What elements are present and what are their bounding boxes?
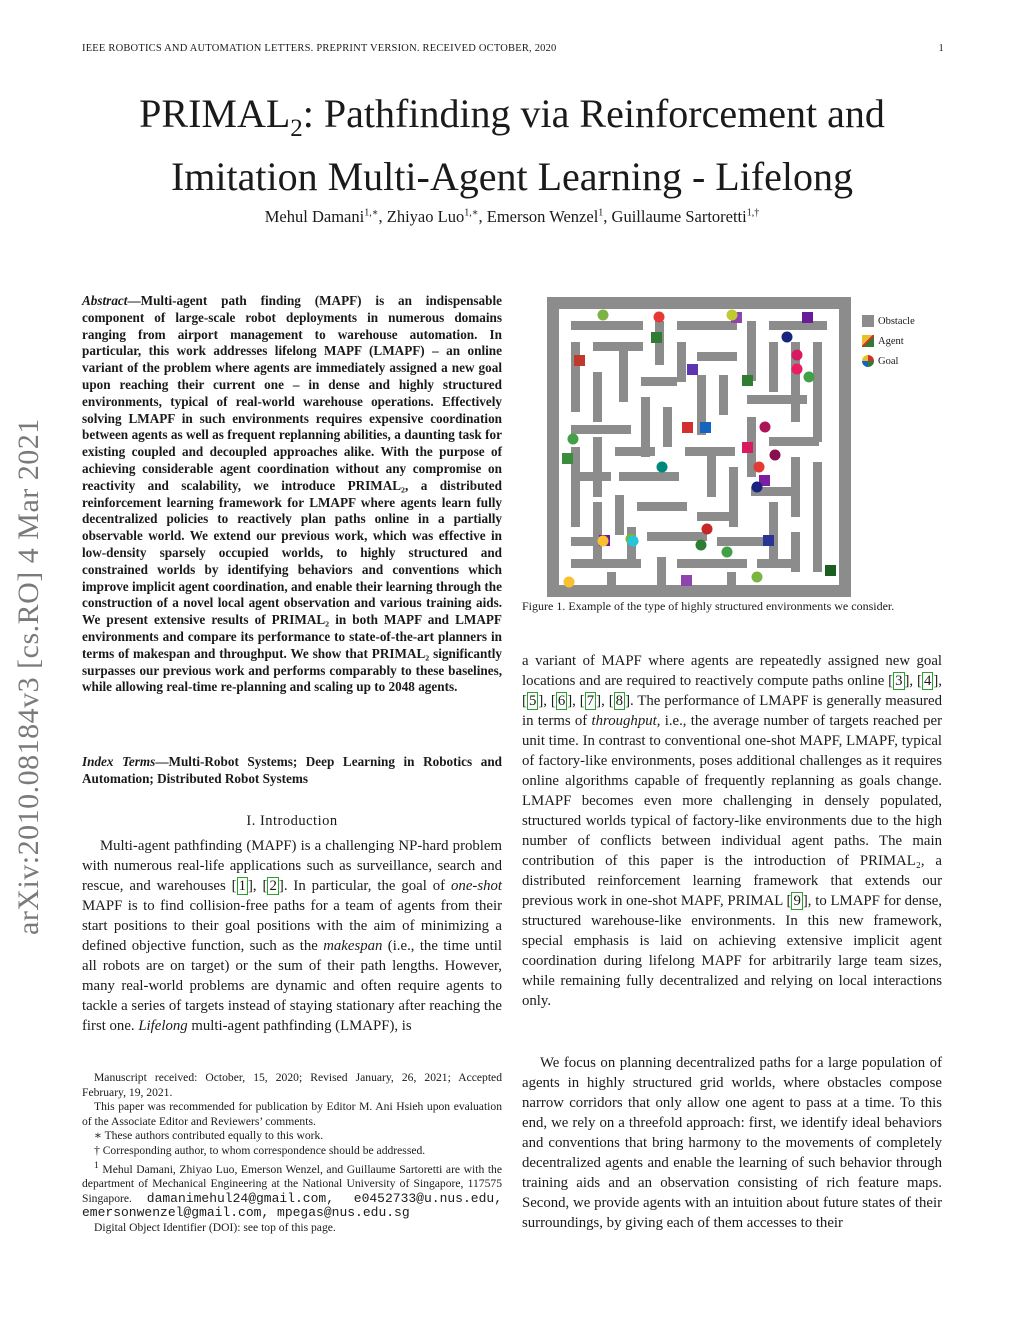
- page-number: 1: [938, 43, 944, 54]
- agent-marker: [792, 364, 803, 375]
- maze-wall: [571, 537, 601, 546]
- footnote: † Corresponding author, to whom correspondence should be addressed.: [94, 1143, 426, 1157]
- author-name: Mehul Damani: [264, 207, 365, 226]
- maze-wall: [615, 495, 624, 535]
- agent-square: [681, 575, 692, 586]
- citation-link[interactable]: 2: [269, 878, 277, 894]
- arxiv-stamp: arXiv:2010.08184v3 [cs.RO] 4 Mar 2021: [12, 418, 45, 935]
- author-affiliation: 1,∗: [364, 207, 379, 219]
- maze-wall: [593, 437, 602, 497]
- agent-marker: [752, 572, 763, 583]
- footnote: [82, 1159, 502, 1221]
- abstract-text: —Multi-agent path finding (MAPF) is an indispensable component of large-scale robot deployments in numerous domains ranging from airport management to warehouse automation. In particular, this work addresses lifelong MAPF (LMAPF) – an online variant of the problem where agents are immediately assigned a new goal upon reaching their current one – in dense and highly structured environments, typical of real-world warehouse operations. Effectively solving LMAPF in such environments requires expensive coordination between agents as well as frequent replanning abilities, a daunting task for existing coupled and decoupled approaches alike. With the purpose of achieving considerable agent coordination without any compromise on reactivity and scalability, we introduce PRIMAL₂, a distributed reinforcement learning framework for LMAPF where agents learn fully decentralized policies to reactively plan paths online in a partially observable world. We extend our previous work, which was effective in low-density sparsely occupied worlds, to highly structured and constrained worlds by identifying behaviors and conventions which improve implicit agent coordination, and enable their learning through the construction of a novel local agent observation and various training aids. We present extensive results of PRIMAL₂ in both MAPF and LMAPF environments and compare its performance to state-of-the-art planners in terms of makespan and throughput. We show that PRIMAL₂ significantly surpasses our previous work and performs comparably to these baselines, while allowing real-time re-planning and scaling up to 2048 agents.: [82, 293, 502, 695]
- figure-legend: [862, 311, 915, 371]
- title-part: : Pathfinding via Reinforcement and: [302, 91, 885, 136]
- footnote: Manuscript received: October, 15, 2020; Revised January, 26, 2021; Accepted February, 19, 2021.: [82, 1071, 502, 1099]
- maze-wall: [607, 572, 616, 585]
- footnote: This paper was recommended for publication by Editor M. Ani Hsieh upon evaluation of the Associate Editor and Reviewers’ comments.: [82, 1100, 502, 1128]
- maze-wall: [719, 375, 728, 415]
- maze-wall: [677, 321, 737, 330]
- agent-marker: [727, 310, 738, 321]
- body-text: Multi-agent pathfinding (MAPF) is a challenging NP-hard problem with numerous real-life applications such as surveillance, search and rescue, and warehouses: [82, 838, 502, 894]
- legend-label: Obstacle: [878, 315, 915, 327]
- agent-marker: [722, 547, 733, 558]
- running-head-text: IEEE ROBOTICS AND AUTOMATION LETTERS. PREPRINT VERSION. RECEIVED OCTOBER, 2020: [82, 43, 557, 54]
- footnote-mark: 1: [94, 1159, 99, 1171]
- agent-square: [802, 312, 813, 323]
- agent-square: [825, 565, 836, 576]
- citation-link[interactable]: 1: [238, 878, 246, 894]
- maze-wall: [813, 342, 822, 442]
- body-text: MAPF is to find collision-free paths for a team of agents from their start positions to their goal positions with the aim of minimizing a defined objective function, such as the: [82, 898, 502, 954]
- maze-wall: [641, 377, 677, 386]
- author-name: Guillaume Sartoretti: [611, 207, 747, 226]
- body-text: multi-agent pathfinding (LMAPF), is: [191, 1018, 412, 1034]
- maze-wall: [593, 372, 602, 422]
- abstract-lead: Abstract: [82, 293, 128, 308]
- maze-wall: [769, 437, 819, 446]
- author-name: Zhiyao Luo: [386, 207, 465, 226]
- maze-wall: [663, 407, 672, 447]
- agent-marker: [657, 462, 668, 473]
- citation-link[interactable]: 9: [793, 893, 801, 909]
- legend-agent: [862, 331, 915, 351]
- agent-marker: [696, 540, 707, 551]
- maze-wall: [657, 557, 666, 585]
- body-text: , i.e., the average number of targets reached per unit time. In contrast to conventional one-shot MAPF, LMAPF, typical of factory-like environments, poses additional challenges as it requires online algorithms capable of frequently replanning as goals change. LMAPF becomes even more challenging in densely populated, structured worlds typical of factory-like environments due to the high number of conflicts between individual agent paths. The main contribution of this paper is the introduction of PRIMAL₂, a distributed reinforcement learning framework that extends our previous work in one-shot MAPF, PRIMAL: [522, 713, 943, 909]
- maze-wall: [769, 321, 827, 330]
- maze-wall: [647, 532, 707, 541]
- agent-square: [562, 453, 573, 464]
- maze-wall: [697, 512, 737, 521]
- agent-square: [574, 355, 585, 366]
- obstacle-swatch-icon: [862, 315, 874, 327]
- maze-figure: [547, 297, 851, 597]
- citation-link[interactable]: 5: [528, 693, 537, 709]
- agent-swatch-icon: [862, 335, 874, 347]
- maze-wall: [707, 447, 716, 497]
- maze-wall: [593, 502, 602, 562]
- author-affiliation: 1: [598, 207, 604, 219]
- maze-wall: [747, 395, 807, 404]
- agent-marker: [654, 312, 665, 323]
- author-list: Mehul Damani$^{1,∗}$, Zhiyao Luo$^{1,∗}$, Emerson Wenzel$^1$, Guillaume Sartoretti$^{1,\dagger}$: [264, 207, 760, 226]
- footnotes: [82, 1071, 502, 1235]
- index-terms: [82, 753, 502, 787]
- agent-marker: [752, 482, 763, 493]
- maze-wall: [593, 342, 643, 351]
- paper-title: [80, 90, 944, 201]
- maze-wall: [615, 447, 655, 456]
- agent-square: [742, 375, 753, 386]
- emphasis-text: makespan: [323, 938, 383, 954]
- citation-link[interactable]: 4: [923, 673, 932, 689]
- maze-wall: [619, 472, 679, 481]
- legend-obstacle: [862, 311, 915, 331]
- agent-square: [651, 332, 662, 343]
- citation-link[interactable]: 8: [615, 693, 624, 709]
- maze-wall: [839, 297, 851, 597]
- agent-square: [687, 364, 698, 375]
- agent-marker: [782, 332, 793, 343]
- emphasis-text: one-shot: [451, 878, 502, 894]
- legend-label: Goal: [878, 355, 899, 367]
- maze-wall: [791, 457, 800, 517]
- maze-wall: [757, 559, 797, 568]
- title-part: PRIMAL: [139, 91, 291, 136]
- citation-link[interactable]: 6: [557, 693, 566, 709]
- maze-wall: [547, 297, 559, 597]
- index-terms-lead: Index Terms: [82, 754, 156, 769]
- title-subscript: 2: [290, 115, 303, 142]
- agent-marker: [702, 524, 713, 535]
- running-head: [82, 43, 944, 54]
- maze-wall: [769, 342, 778, 392]
- emphasis-text: throughput: [591, 713, 657, 729]
- agent-square: [763, 535, 774, 546]
- legend-goal: [862, 351, 915, 371]
- maze-wall: [571, 425, 631, 434]
- author-affiliation: 1,†: [746, 207, 760, 219]
- agent-marker: [754, 462, 765, 473]
- maze-wall: [571, 472, 611, 481]
- maze-wall: [619, 342, 628, 402]
- body-text: . In particular, the goal of: [283, 878, 446, 894]
- goal-swatch-icon: [862, 355, 874, 367]
- footnote-text: Mehul Damani, Zhiyao Luo, Emerson Wenzel, and Guillaume Sartoretti are with the department of Mechanical Engineering at the National University of Singapore, 117575 Singapore.: [82, 1162, 502, 1205]
- right-paragraph-2: We focus on planning decentralized paths for a large population of agents in highly structured grid worlds, where obstacles compose narrow corridors that only allow one agent to pass at a time. To this end, we rely on a threefold approach: first, we identify ideal behaviors and conventions that bring harmony to the movements of completely decentralized agents and enable the learning of such behavior through training aids and an observation consisting of rich feature maps. Second, we provide agents with an intuition about future states of their surroundings, by giving each of them accesses to their: [522, 1055, 942, 1231]
- body-text: , to LMAPF for dense, structured warehouse-like environments. In this new framework, special emphasis is laid on achieving extensive implicit agent coordination during lifelong MAPF for arbitrarily large team sizes, while remaining fully decentralized and relying on local interactions only.: [522, 893, 942, 1009]
- obstacle-walls: [547, 297, 851, 597]
- agent-marker: [770, 450, 781, 461]
- maze-wall: [547, 585, 851, 597]
- agent-marker: [804, 372, 815, 383]
- index-terms-text: —Multi-Robot Systems; Deep Learning in Robotics and Automation; Distributed Robot Systems: [82, 754, 503, 786]
- emphasis-text: Lifelong: [138, 1018, 188, 1034]
- maze-wall: [547, 297, 851, 309]
- agent-marker: [564, 577, 575, 588]
- maze-wall: [677, 342, 686, 382]
- intro-paragraph: Multi-agent pathfinding (MAPF) is a challenging NP-hard problem with numerous real-life applications such as surveillance, search and rescue, and warehouses [ 1 ], [ 2 ]. In particular, the goal of one-shot MAPF is to find collision-free paths for a team of agents from their start positions to their goal positions with the aim of minimizing a defined objective function, such as the makespan (i.e., the time until all robots are on target) or the sum of their path lengths. However, many real-world problems are dynamic and often require agents to tackle a series of targets instead of staying stationary after reaching the first one. Lifelong multi-agent pathfinding (LMAPF), is: [82, 838, 503, 1034]
- legend-label: Agent: [878, 335, 904, 347]
- agent-square: [682, 422, 693, 433]
- author-affiliation: 1,∗: [464, 207, 479, 219]
- agent-marker: [568, 434, 579, 445]
- citation-link[interactable]: 3: [895, 673, 903, 689]
- maze-wall: [727, 572, 736, 585]
- footnote: ∗ These authors contributed equally to this work.: [94, 1129, 324, 1143]
- abstract: [82, 293, 502, 696]
- body-text: . The performance of LMAPF is generally measured in terms of: [522, 693, 942, 729]
- maze-wall: [813, 462, 822, 572]
- agent-marker: [628, 536, 639, 547]
- maze-wall: [769, 502, 778, 562]
- body-text: (i.e., the time until all robots are on target) or the sum of their path lengths. However, many real-world problems are dynamic and often require agents to tackle a series of targets instead of staying stationary after reaching the first one.: [82, 938, 503, 1034]
- maze-wall: [747, 321, 756, 381]
- maze-wall: [717, 537, 767, 546]
- right-paragraph-1: a variant of MAPF where agents are repeatedly assigned new goal locations and are required to reactively compute paths online [ 3 ], [ 4 ], [ 5 ], [ 6 ], [ 7 ], [ 8 ]. The performance of LMAPF is generally measured in terms of throughput, i.e., the average number of targets reached per unit time. In contrast to conventional one-shot MAPF, LMAPF, typical of factory-like environments, poses additional challenges as it requires online algorithms capable of frequently replanning as goals change. LMAPF becomes even more challenging in densely populated, structured worlds typical of factory-like environments due to the high number of conflicts between individual agent paths. The main contribution of this paper is the introduction of PRIMAL₂, a distributed reinforcement learning framework that extends our previous work in one-shot MAPF, PRIMAL [ 9 ], to LMAPF for dense, structured warehouse-like environments. In this new framework, special emphasis is laid on achieving extensive implicit agent coordination during lifelong MAPF for arbitrarily large team sizes, while remaining fully decentralized and relying on local interactions only.: [522, 653, 943, 1009]
- agent-square: [742, 442, 753, 453]
- maze-wall: [637, 502, 687, 511]
- figure-caption: Figure 1. Example of the type of highly structured environments we consider.: [522, 599, 895, 613]
- maze-wall: [677, 559, 747, 568]
- author-name: Emerson Wenzel: [486, 207, 599, 226]
- maze-wall: [697, 352, 737, 361]
- agent-marker: [598, 310, 609, 321]
- title-line-2: Imitation Multi-Agent Learning - Lifelong: [170, 154, 854, 199]
- body-text: a variant of MAPF where agents are repeatedly assigned new goal locations and are required to reactively compute paths online: [522, 653, 942, 689]
- section-heading: I. Introduction: [246, 813, 338, 829]
- citation-link[interactable]: 7: [586, 693, 595, 709]
- maze-wall: [571, 559, 641, 568]
- maze-wall: [571, 321, 643, 330]
- agent-marker: [760, 422, 771, 433]
- agent-square: [700, 422, 711, 433]
- author-emails[interactable]: damanimehul24@gmail.com, e0452733@u.nus.edu, emersonwenzel@gmail.com, mpegas@nus.edu.sg: [82, 1190, 502, 1221]
- agent-marker: [598, 536, 609, 547]
- footnote: Digital Object Identifier (DOI): see top of this page.: [94, 1220, 336, 1234]
- maze-wall: [571, 342, 580, 412]
- agent-marker: [792, 350, 803, 361]
